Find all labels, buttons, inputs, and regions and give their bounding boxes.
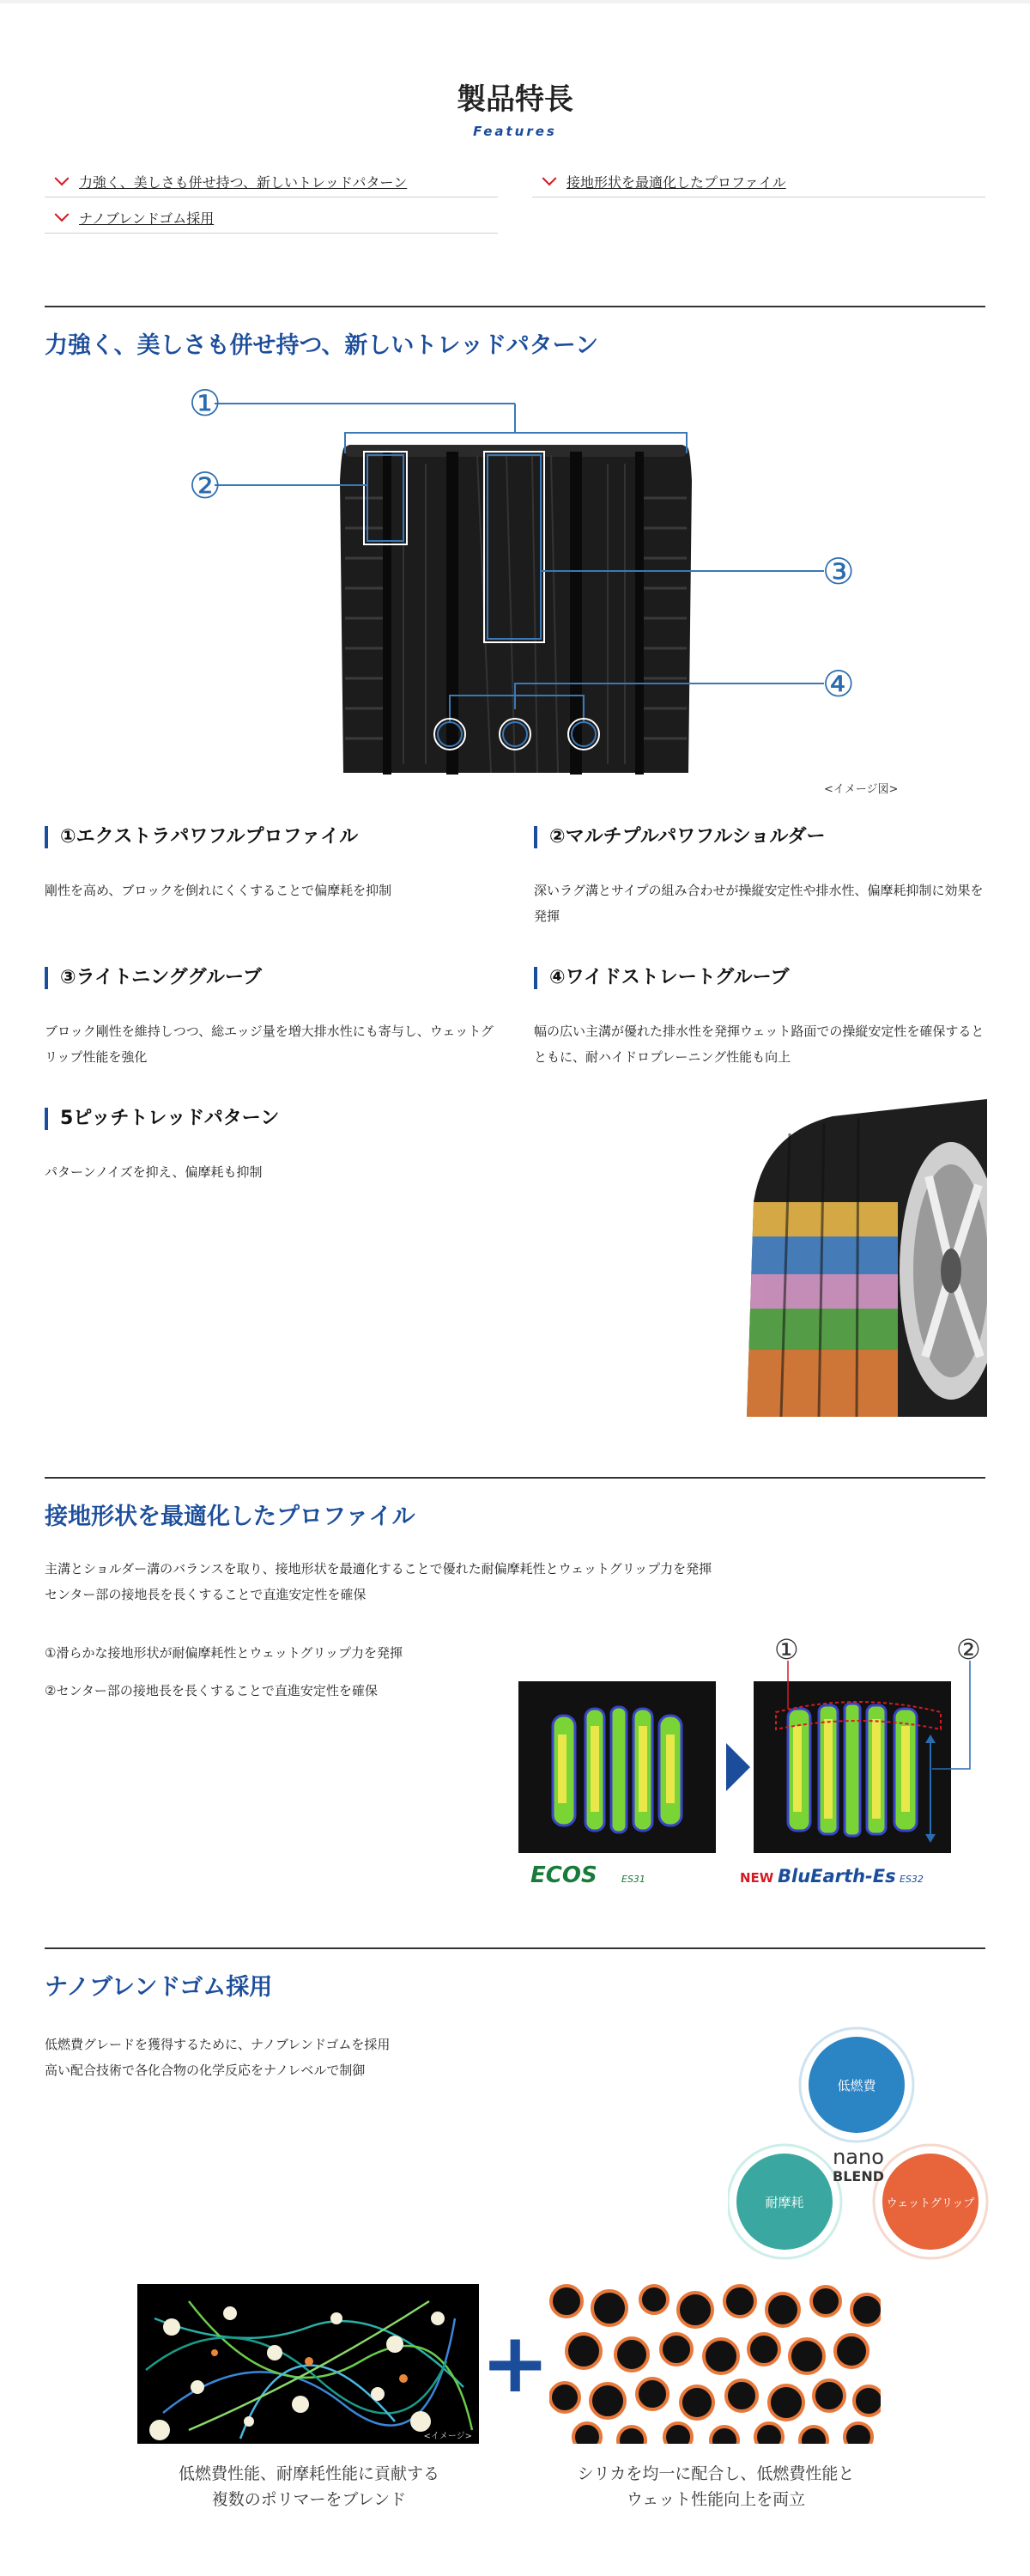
arrow-right-icon [726, 1743, 750, 1791]
image-note-polymer: <イメージ> [423, 2432, 472, 2441]
feature-desc-3: ブロック剛性を維持しつつ、総エッジ量を増大排水性にも寄与し、ウェットグリップ性能を強化 [45, 1024, 494, 1065]
bluearth-logo: BluEarth-Es [778, 1866, 896, 1886]
top-border [0, 0, 1030, 3]
wear-resistance-label: 耐摩耗 [765, 2195, 804, 2210]
nanoblend-para-1: 低燃費グレードを獲得するために、ナノブレンドゴムを採用 [45, 2037, 391, 2052]
caption-polymer [120, 2461, 498, 2512]
section-divider [45, 1477, 985, 1479]
chevron-down-icon [55, 171, 70, 185]
feature-desc-2: 深いラグ溝とサイプの組み合わせが操縦安定性や排水性、偏摩耗抑制に効果を発揮 [534, 883, 984, 924]
nanoblend-performance-diagram [728, 2018, 994, 2267]
pitch-band-4 [730, 1309, 898, 1350]
marker-4: ④ [822, 663, 855, 705]
toc-item-profile[interactable] [532, 167, 985, 197]
toc-link[interactable]: 力強く、美しさも併せ持つ、新しいトレッドパターン [79, 174, 408, 191]
nanoblend-para-2: 高い配合技術で各化合物の化学反応をナノレベルで制御 [45, 2063, 366, 2078]
caption-silica-line-1: シリカを均一に配合し、低燃費性能と [577, 2464, 855, 2483]
toc-link[interactable]: 接地形状を最適化したプロファイル [566, 174, 786, 191]
profile-point-1: ①滑らかな接地形状が耐偏摩耗性とウェットグリップ力を発揮 [45, 1645, 403, 1661]
plus-icon: + [481, 2315, 550, 2411]
feature-title-1: ①エクストラパワフルプロファイル [45, 826, 358, 848]
feature-title-2: ②マルチプルパワフルショルダー [534, 826, 825, 848]
image-note-tread: <イメージ図> [824, 783, 899, 796]
ecos-logo: ECOS [530, 1862, 597, 1888]
toc-item-tread-pattern[interactable] [45, 167, 498, 197]
caption-polymer-line-2: 複数のポリマーをブレンド [211, 2490, 407, 2509]
feature-title-3: ③ライトニンググルーブ [45, 967, 262, 989]
toc-item-nano-blend[interactable] [45, 203, 498, 234]
caption-polymer-line-1: 低燃費性能、耐摩耗性能に貢献する [178, 2464, 439, 2483]
pitch-band-5 [730, 1350, 898, 1417]
page-title: 製品特長 [457, 82, 573, 117]
ecos-logo-sub: ES31 [621, 1874, 645, 1885]
feature-desc-4: 幅の広い主溝が優れた排水性を発揮ウェット路面での操縦安定性を確保するとともに、耐ハイドロプレーニング性能も向上 [534, 1024, 985, 1065]
marker-2: ② [189, 465, 221, 507]
chevron-down-icon [55, 207, 70, 222]
section-divider [45, 306, 985, 307]
five-pitch-tire-image [730, 1099, 987, 1417]
toc-link[interactable]: ナノブレンドゴム採用 [79, 210, 215, 227]
feature-title-5: 5ピッチトレッドパターン [45, 1108, 279, 1130]
section-divider [45, 1947, 985, 1949]
toc-left-column [45, 167, 498, 234]
caption-silica-line-2: ウェット性能向上を両立 [626, 2490, 806, 2509]
silica-dispersion-image [549, 2284, 881, 2444]
feature-title-4: ④ワイドストレートグルーブ [534, 967, 790, 989]
marker-3: ③ [822, 550, 855, 592]
pitch-band-1 [730, 1202, 898, 1236]
bluearth-logo-sub: ES32 [900, 1874, 924, 1885]
nano-logo-top: nano [833, 2145, 884, 2169]
pitch-band-2 [730, 1236, 898, 1274]
page-subtitle: Features [473, 124, 557, 139]
contact-patch-comparison [515, 1623, 996, 1889]
section-title-tread: 力強く、美しさも併せ持つ、新しいトレッドパターン [45, 332, 599, 359]
nano-logo-bottom: BLEND [833, 2168, 884, 2184]
pitch-band-3 [730, 1274, 898, 1309]
chevron-down-icon [542, 171, 557, 185]
profile-para-1: 主溝とショルダー溝のバランスを取り、接地形状を最適化することで優れた耐偏摩耗性とウェットグリップ力を発揮 [45, 1561, 712, 1577]
section-title-nanoblend: ナノブレンドゴム採用 [45, 1974, 273, 2001]
low-fuel-label: 低燃費 [837, 2078, 876, 2093]
section-title-profile: 接地形状を最適化したプロファイル [45, 1504, 415, 1530]
profile-point-2: ②センター部の接地長を長くすることで直進安定性を確保 [45, 1683, 378, 1698]
wet-grip-label: ウェットグリップ [886, 2197, 975, 2210]
new-badge: NEW [740, 1870, 774, 1886]
feature-desc-1: 剛性を高め、ブロックを倒れにくくすることで偏摩耗を抑制 [45, 883, 392, 898]
tread-pattern-diagram [154, 369, 927, 807]
toc-right-column [532, 167, 985, 197]
polymer-blend-image [137, 2284, 479, 2444]
caption-silica [527, 2461, 905, 2512]
profile-marker-1: ① [774, 1633, 799, 1666]
feature-desc-5: パターンノイズを抑え、偏摩耗も抑制 [45, 1164, 263, 1180]
profile-para-2: センター部の接地長を長くすることで直進安定性を確保 [45, 1587, 367, 1602]
marker-1: ① [189, 382, 221, 424]
profile-marker-2: ② [956, 1633, 981, 1666]
